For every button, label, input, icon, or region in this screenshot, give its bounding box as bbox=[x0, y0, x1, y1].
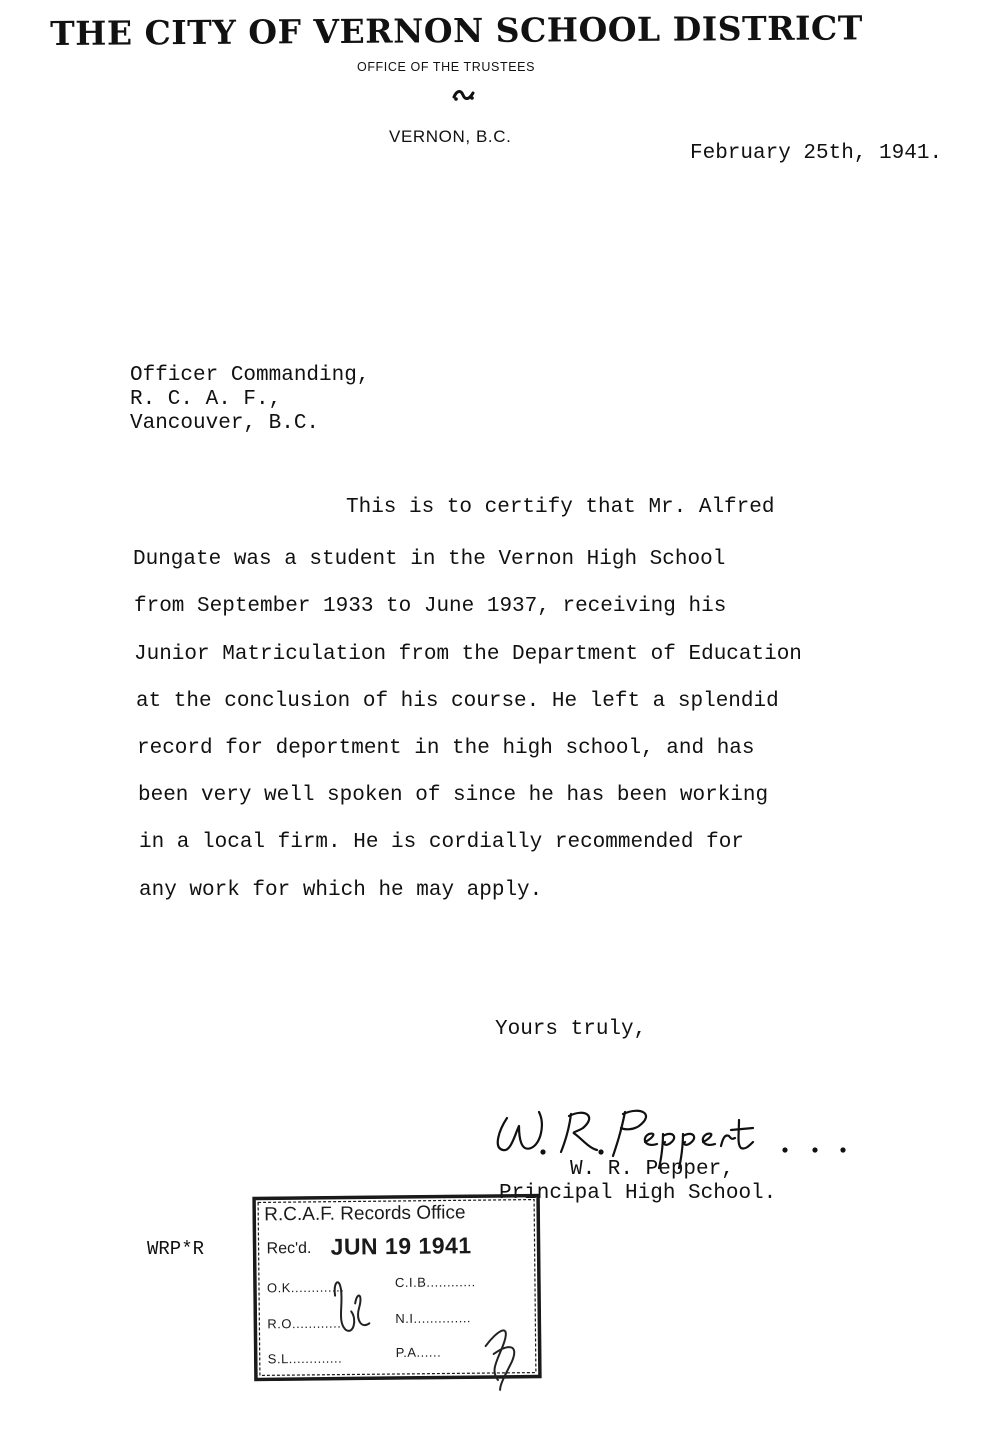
body-line: Junior Matriculation from the Department of Education bbox=[134, 643, 802, 666]
received-stamp bbox=[252, 1193, 542, 1381]
body-line: This is to certify that Mr. Alfred bbox=[346, 496, 775, 519]
stamp-office: R.C.A.F. Records Office bbox=[264, 1202, 466, 1226]
recipient-line: R. C. A. F., bbox=[130, 388, 282, 411]
signatory-name: W. R. Pepper, bbox=[570, 1158, 734, 1181]
body-line: been very well spoken of since he has been working bbox=[138, 784, 769, 807]
body-line: at the conclusion of his course. He left a splendid bbox=[136, 690, 779, 713]
body-line: from September 1933 to June 1937, receiving his bbox=[134, 595, 727, 618]
letterhead-subtitle: OFFICE OF THE TRUSTEES bbox=[357, 60, 536, 74]
stamp-field: C.I.B............ bbox=[394, 1274, 476, 1291]
body-line: in a local firm. He is cordially recommended for bbox=[139, 831, 744, 854]
typist-initials: WRP*R bbox=[147, 1238, 205, 1260]
ornament-icon bbox=[452, 88, 476, 102]
letterhead-title: THE CITY OF VERNON SCHOOL DISTRICT bbox=[50, 8, 863, 53]
letter-date: February 25th, 1941. bbox=[690, 142, 943, 165]
stamp-field: O.K............. bbox=[266, 1279, 345, 1296]
letterhead-city: VERNON, B.C. bbox=[389, 127, 512, 146]
body-line: Dungate was a student in the Vernon High School bbox=[133, 548, 726, 571]
closing: Yours truly, bbox=[495, 1018, 647, 1041]
handwritten-initials bbox=[252, 1193, 574, 1396]
stamp-field: S.L............. bbox=[267, 1350, 343, 1367]
stamp-field: P.A...... bbox=[395, 1344, 442, 1361]
body-line: record for deportment in the high school, and has bbox=[137, 737, 755, 760]
recipient-line: Officer Commanding, bbox=[130, 364, 370, 387]
signatory-title: Principal High School. bbox=[499, 1182, 777, 1205]
stamp-field: R.O............. bbox=[267, 1315, 346, 1332]
recipient-line: Vancouver, B.C. bbox=[130, 412, 320, 435]
stamp-field: N.I.............. bbox=[395, 1310, 472, 1327]
stamp-received-label: Rec'd. bbox=[266, 1239, 312, 1258]
stamp-received-date: JUN 19 1941 bbox=[330, 1232, 472, 1260]
body-line: any work for which he may apply. bbox=[139, 879, 543, 902]
